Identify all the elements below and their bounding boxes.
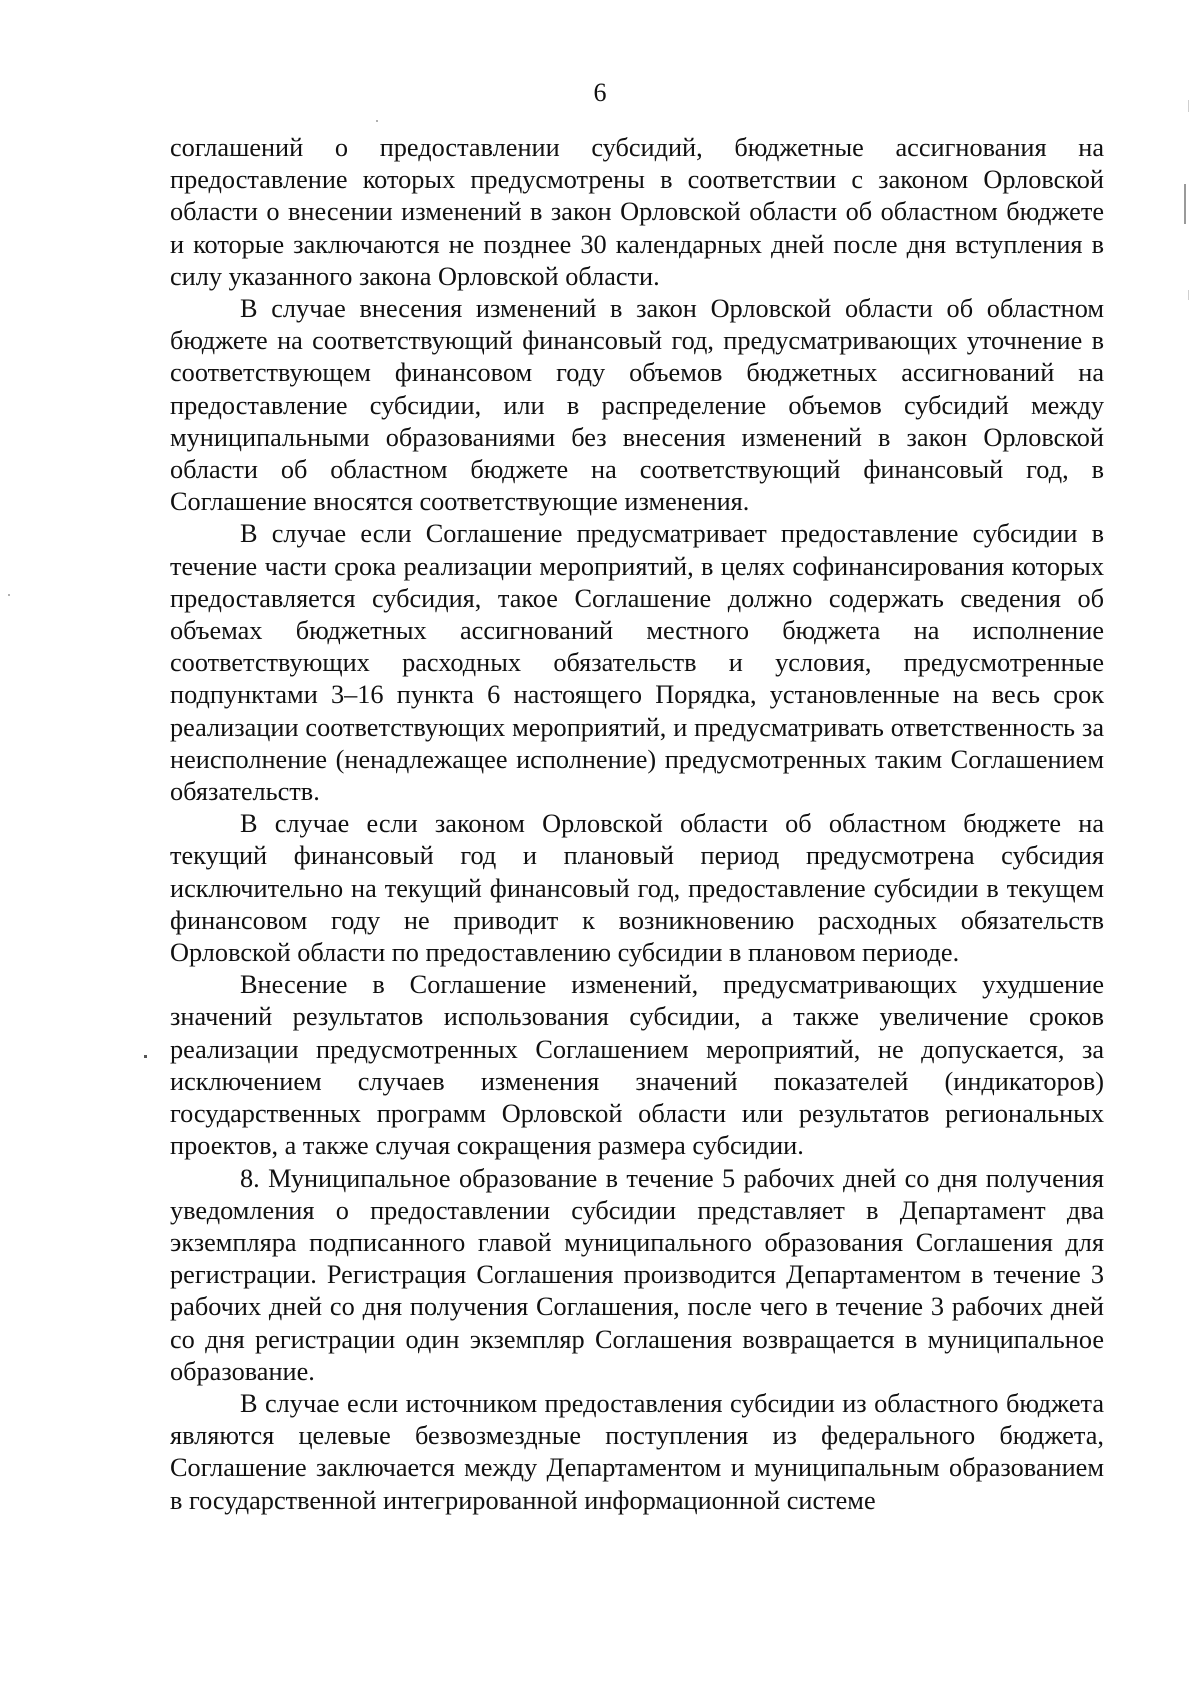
paragraph-federal-source: В случае если источником предоставления субсидии из областного бюджета являются целевые безвозмездные поступления из федерального бюджета, Соглашение заключается между Департаментом и муниципальным образованием в государственной интегрированной информационной системе bbox=[170, 1388, 1104, 1515]
paragraph-agreement-amendments: Внесение в Соглашение изменений, предусматривающих ухудшение значений результатов использования субсидии, а также увеличение сроков реализации предусмотренных Соглашением мероприятий, не допускается, за исключением случаев изменения значений показателей (индикаторов) государственных программ Орловской области или результатов региональных проектов, а также случая сокращения размера субсидии. bbox=[170, 970, 1104, 1161]
paragraph-item-8: 8. Муниципальное образование в течение 5 рабочих дней со дня получения уведомления о предоставлении субсидии представляет в Департамент два экземпляра подписанного главой муниципального образования Соглашения для регистрации. Регистрация Соглашения производится Департаментом в течение 3 рабочих дней со дня получения Соглашения, после чего в течение 3 рабочих дней со дня регистрации один экземпляр Соглашения возвращается в муниципальное образование. bbox=[170, 1163, 1104, 1386]
scan-artifact-mark bbox=[1184, 184, 1186, 224]
paragraph-agreement-term: В случае если Соглашение предусматривает предоставление субсидии в течение части срока реализации мероприятий, в целях софинансирования которых предоставляется субсидия, такое Соглашение должно содержать сведения об объемах бюджетных ассигнований местного бюджета на исполнение соответствующих расходных обязательств и условия, предусмотренные подпунктами 3–16 пункта 6 настоящего Порядка, установленные на весь срок реализации соответствующих мероприятий, и предусматривать ответственность за неисполнение (ненадлежащее исполнение) предусмотренных таким Соглашением обязательств. bbox=[170, 519, 1104, 807]
scan-artifact-mark bbox=[1188, 290, 1189, 300]
document-body bbox=[170, 132, 1104, 1517]
scan-artifact-dot bbox=[8, 594, 10, 596]
scan-artifact-mark bbox=[1188, 100, 1189, 112]
paragraph-continuation: соглашений о предоставлении субсидий, бюджетные ассигнования на предоставление которых предусмотрены в соответствии с законом Орловской области о внесении изменений в закон Орловской области об областном бюджете и которые заключаются не позднее 30 календарных дней после дня вступления в силу указанного закона Орловской области. bbox=[170, 133, 1104, 291]
paragraph-budget-changes: В случае внесения изменений в закон Орловской области об областном бюджете на соответствующий финансовый год, предусматривающих уточнение в соответствующем финансовом году объемов бюджетных ассигнований на предоставление субсидии, или в распределение объемов субсидий между муниципальными образованиями без внесения изменений в закон Орловской области об областном бюджете на соответствующий финансовый год, в Соглашение вносятся соответствующие изменения. bbox=[170, 294, 1104, 517]
page-number: 6 bbox=[593, 78, 607, 107]
paragraph-current-year-subsidy: В случае если законом Орловской области об областном бюджете на текущий финансовый год и плановый период предусмотрена субсидия исключительно на текущий финансовый год, предоставление субсидии в текущем финансовом году не приводит к возникновению расходных обязательств Орловской области по предоставлению субсидии в плановом периоде. bbox=[170, 809, 1104, 968]
scan-artifact-dot bbox=[144, 1055, 147, 1058]
scan-artifact-dot bbox=[376, 120, 378, 122]
